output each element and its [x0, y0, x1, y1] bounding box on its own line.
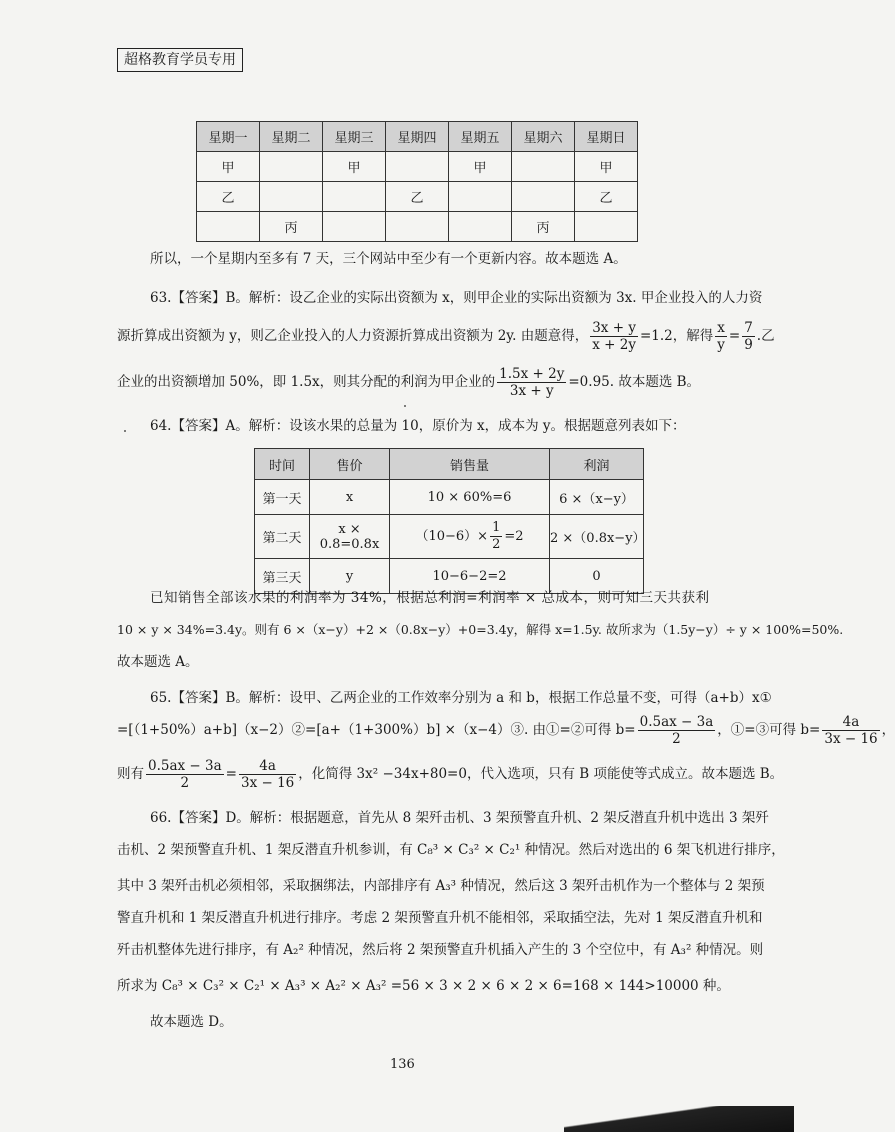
fraction-denominator: 9	[744, 337, 753, 353]
table-cell	[323, 182, 386, 212]
page-number: 136	[390, 1057, 415, 1072]
table-cell: 10 × 60%=6	[390, 480, 550, 515]
table-cell: 甲	[449, 152, 512, 182]
table-row	[255, 480, 644, 515]
header-cell: 星期六	[512, 122, 575, 152]
table-cell: x	[310, 480, 390, 515]
table-header-row	[255, 449, 644, 480]
scan-speck	[124, 430, 126, 432]
fraction-denominator: 2	[672, 731, 681, 747]
paragraph-line	[117, 714, 895, 747]
fraction	[490, 520, 502, 553]
table-header-row	[197, 122, 638, 152]
weekly-update-table	[196, 121, 638, 242]
paragraph-line: 所求为 C₈³ × C₃² × C₂¹ × A₃³ × A₂² × A₃² =56 × 3 × 2 × 6 × 2 × 6=168 × 144>10000 种。	[117, 978, 730, 994]
fraction	[590, 320, 638, 353]
table-cell: x × 0.8=0.8x	[310, 515, 390, 559]
fraction-numerator: x	[715, 320, 727, 337]
paragraph-line: 故本题选 D。	[150, 1014, 233, 1030]
table-cell: 10−6−2=2	[390, 559, 550, 594]
text-run: =2	[504, 529, 524, 544]
header-cell: 星期日	[575, 122, 638, 152]
fraction-numerator: 7	[744, 320, 753, 336]
fraction-denominator: 3x − 16	[824, 731, 878, 747]
scan-speck	[404, 405, 406, 407]
scan-shadow	[564, 1106, 794, 1132]
table-cell: 甲	[197, 152, 260, 182]
fraction-denominator: 2	[180, 775, 190, 791]
paragraph-line: 65.【答案】B。解析：设甲、乙两企业的工作效率分别为 a 和 b，根据工作总量不变，可得（a+b）x①	[150, 690, 772, 706]
fraction-denominator: 2	[492, 537, 501, 552]
table-cell: 0	[550, 559, 644, 594]
paragraph-line: 所以，一个星期内至多有 7 天，三个网站中至少有一个更新内容。故本题选 A。	[150, 251, 627, 267]
table-cell	[512, 152, 575, 182]
table-cell: 甲	[575, 152, 638, 182]
paragraph-line	[117, 320, 775, 353]
table-row	[197, 182, 638, 212]
header-cell: 星期一	[197, 122, 260, 152]
table-cell	[390, 515, 550, 559]
fraction	[822, 714, 879, 747]
paragraph-line: 击机、2 架预警直升机、1 架反潜直升机参训，有 C₈³ × C₃² × C₂¹ 种情况。然后对选出的 6 架飞机进行排序，	[117, 842, 785, 858]
table-cell	[260, 152, 323, 182]
paragraph-line	[117, 758, 783, 791]
table-cell: 丙	[260, 212, 323, 242]
text-run: 企业的出资额增加 50%，即 1.5x，则其分配的利润为甲企业的	[117, 374, 496, 390]
text-run: =[（1+50%）a+b]（x−2）②=[a+（1+300%）b] ×（x−4）③. 由①=②可得 b=	[117, 722, 636, 738]
fraction-numerator: 0.5ax − 3a	[639, 714, 714, 730]
table-cell: 2 ×（0.8x−y）	[550, 515, 644, 559]
table-cell: 乙	[386, 182, 449, 212]
text-run: =	[728, 328, 741, 344]
fraction-denominator: 3x + y	[509, 383, 554, 399]
text-run: ，化简得 3x² −34x+80=0，代入选项，只有 B 项能使等式成立。故本题选 B。	[298, 766, 784, 782]
table-cell: 丙	[512, 212, 575, 242]
fraction-denominator: x + 2y	[592, 337, 636, 353]
fraction	[146, 758, 224, 791]
paragraph-line: 故本题选 A。	[117, 654, 199, 670]
text-run: 则有	[117, 766, 144, 782]
paragraph-line: 其中 3 架歼击机必须相邻，采取捆绑法，内部排序有 A₃³ 种情况，然后这 3 架歼击机作为一个整体与 2 架预	[117, 878, 765, 894]
table-row	[197, 152, 638, 182]
header-badge: 超格教育学员专用	[117, 48, 243, 72]
fraction	[742, 320, 755, 353]
fraction-numerator: 0.5ax − 3a	[148, 758, 222, 774]
text-run: =	[225, 766, 237, 782]
table-cell	[512, 182, 575, 212]
table-cell: y	[310, 559, 390, 594]
table-cell	[197, 212, 260, 242]
table-cell: 6 ×（x−y）	[550, 480, 644, 515]
paragraph-line: 已知销售全部该水果的利润率为 34%，根据总利润=利润率 × 总成本，则可知三天共获利	[150, 590, 710, 606]
table-cell	[449, 182, 512, 212]
table-cell: 乙	[197, 182, 260, 212]
table-cell	[575, 212, 638, 242]
fraction-numerator: 4a	[239, 758, 296, 775]
fraction	[497, 366, 566, 399]
fraction-numerator: 3x + y	[592, 320, 636, 336]
text-run: =1.2，解得	[639, 328, 714, 344]
fraction-numerator: 4a	[822, 714, 879, 731]
text-run: ，	[881, 722, 895, 738]
table-cell: 第一天	[255, 480, 310, 515]
paragraph-line: 64.【答案】A。解析：设该水果的总量为 10，原价为 x，成本为 y。根据题意列表如下：	[150, 418, 686, 434]
fraction-denominator: 3x − 16	[240, 775, 295, 791]
fraction-numerator: 1.5x + 2y	[499, 366, 565, 382]
fraction	[239, 758, 296, 791]
text-run: 源折算成出资额为 y，则乙企业投入的人力资源折算成出资额为 2y. 由题意得，	[117, 328, 589, 344]
header-cell: 星期五	[449, 122, 512, 152]
header-cell: 销售量	[390, 449, 550, 480]
header-cell: 星期二	[260, 122, 323, 152]
text-run: =0.95. 故本题选 B。	[568, 374, 701, 390]
fraction	[715, 320, 727, 353]
paragraph-line: 警直升机和 1 架反潜直升机进行排序。考虑 2 架预警直升机不能相邻，采取插空法，先对 1 架反潜直升机和	[117, 910, 763, 926]
table-cell	[323, 212, 386, 242]
table-cell	[386, 152, 449, 182]
paragraph-line: 66.【答案】D。解析：根据题意，首先从 8 架歼击机、3 架预警直升机、2 架反潜直升机中选出 3 架歼	[150, 810, 769, 826]
paragraph-line	[117, 366, 700, 399]
fraction-numerator: 1	[492, 520, 501, 535]
paragraph-line: 63.【答案】B。解析：设乙企业的实际出资额为 x，则甲企业的实际出资额为 3x. 甲企业投入的人力资	[150, 290, 763, 306]
header-cell: 星期四	[386, 122, 449, 152]
table-cell	[260, 182, 323, 212]
fraction	[638, 714, 716, 747]
table-cell	[449, 212, 512, 242]
text-run: （10−6）×	[415, 529, 489, 544]
table-cell: 第二天	[255, 515, 310, 559]
fruit-sales-table	[254, 448, 644, 594]
header-cell: 时间	[255, 449, 310, 480]
table-cell	[386, 212, 449, 242]
table-cell: 第三天	[255, 559, 310, 594]
table-row	[255, 515, 644, 559]
paragraph-line: 歼击机整体先进行排序，有 A₂² 种情况，然后将 2 架预警直升机插入产生的 3 个空位中，有 A₃² 种情况。则	[117, 942, 764, 958]
header-cell: 利润	[550, 449, 644, 480]
paragraph-line: 10 × y × 34%=3.4y。则有 6 ×（x−y）+2 ×（0.8x−y）+0=3.4y，解得 x=1.5y. 故所求为（1.5y−y）÷ y × 100%=50%.	[117, 622, 844, 637]
header-cell: 星期三	[323, 122, 386, 152]
text-run: .乙	[756, 328, 775, 344]
header-cell: 售价	[310, 449, 390, 480]
table-cell: 乙	[575, 182, 638, 212]
table-cell: 甲	[323, 152, 386, 182]
table-row	[197, 212, 638, 242]
text-run: ，①=③可得 b=	[717, 722, 821, 738]
fraction-denominator: y	[717, 337, 725, 353]
